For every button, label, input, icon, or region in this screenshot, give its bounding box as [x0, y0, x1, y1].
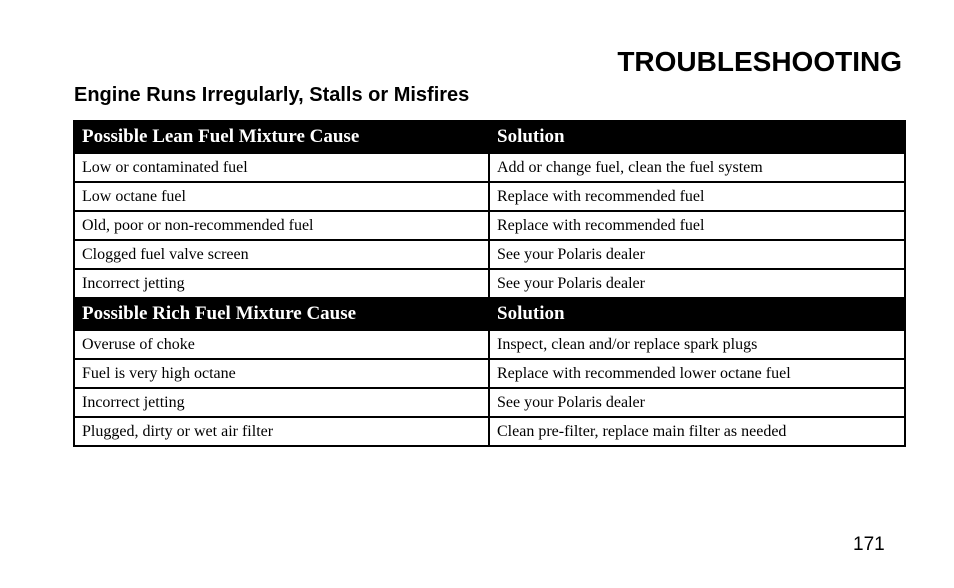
cause-cell: Low or contaminated fuel [74, 153, 489, 182]
solution-cell: Clean pre-filter, replace main filter as needed [489, 417, 905, 446]
troubleshooting-table [73, 120, 906, 447]
cause-cell: Old, poor or non-recommended fuel [74, 211, 489, 240]
lean-solution-header: Solution [489, 121, 905, 153]
solution-cell: Add or change fuel, clean the fuel system [489, 153, 905, 182]
page-title: TROUBLESHOOTING [617, 46, 902, 77]
table-row [74, 240, 905, 269]
cause-cell: Fuel is very high octane [74, 359, 489, 388]
table-row [74, 388, 905, 417]
section-heading: Engine Runs Irregularly, Stalls or Misfires [74, 84, 470, 106]
solution-cell: Replace with recommended lower octane fuel [489, 359, 905, 388]
rich-cause-header: Possible Rich Fuel Mixture Cause [74, 298, 489, 330]
table-row [74, 153, 905, 182]
cause-cell: Plugged, dirty or wet air filter [74, 417, 489, 446]
lean-cause-header: Possible Lean Fuel Mixture Cause [74, 121, 489, 153]
lean-cause-header-row [74, 121, 905, 153]
cause-cell: Clogged fuel valve screen [74, 240, 489, 269]
table-row [74, 182, 905, 211]
cause-cell: Low octane fuel [74, 182, 489, 211]
cause-cell: Incorrect jetting [74, 388, 489, 417]
solution-cell: Inspect, clean and/or replace spark plugs [489, 330, 905, 359]
table-row [74, 211, 905, 240]
cause-cell: Incorrect jetting [74, 269, 489, 298]
table-row [74, 330, 905, 359]
solution-cell: See your Polaris dealer [489, 269, 905, 298]
rich-solution-header: Solution [489, 298, 905, 330]
solution-cell: Replace with recommended fuel [489, 182, 905, 211]
solution-cell: Replace with recommended fuel [489, 211, 905, 240]
table-row [74, 269, 905, 298]
table-row [74, 359, 905, 388]
solution-cell: See your Polaris dealer [489, 388, 905, 417]
cause-cell: Overuse of choke [74, 330, 489, 359]
rich-cause-header-row [74, 298, 905, 330]
solution-cell: See your Polaris dealer [489, 240, 905, 269]
table-row [74, 417, 905, 446]
page-number: 171 [853, 534, 885, 555]
